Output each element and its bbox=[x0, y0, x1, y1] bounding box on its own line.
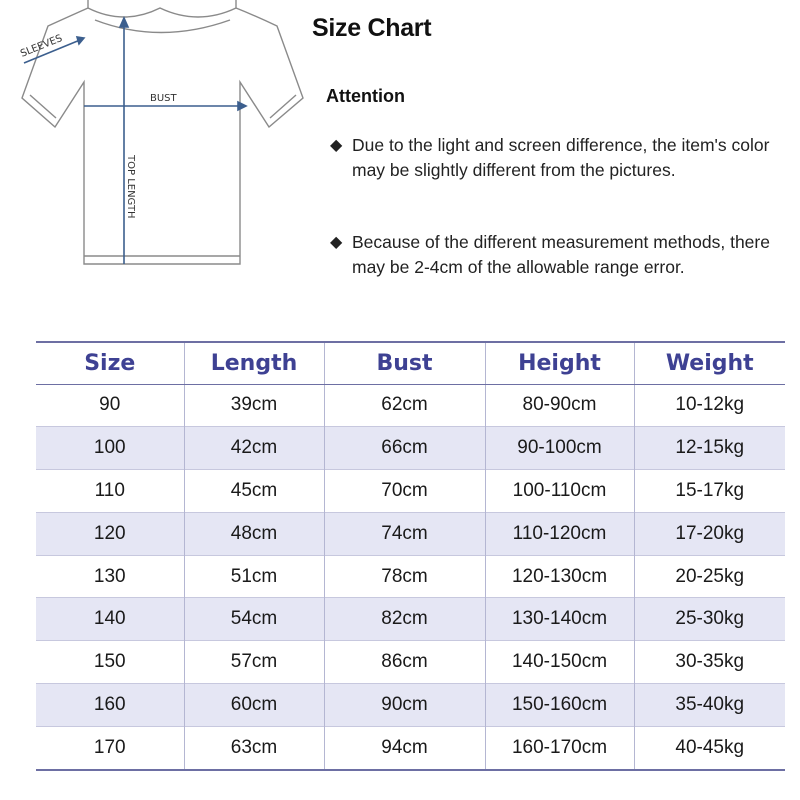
diamond-bullet-icon: ◆ bbox=[330, 137, 343, 154]
cell-bust: 66cm bbox=[324, 427, 485, 470]
cell-length: 45cm bbox=[184, 470, 324, 513]
tshirt-measurement-diagram bbox=[0, 0, 310, 290]
cell-length: 60cm bbox=[184, 683, 324, 726]
cell-bust: 78cm bbox=[324, 555, 485, 598]
cell-size: 110 bbox=[36, 470, 184, 513]
cell-height: 100-110cm bbox=[485, 470, 634, 513]
cell-length: 54cm bbox=[184, 598, 324, 641]
cell-size: 100 bbox=[36, 427, 184, 470]
cell-height: 90-100cm bbox=[485, 427, 634, 470]
cell-bust: 90cm bbox=[324, 683, 485, 726]
cell-weight: 30-35kg bbox=[634, 641, 785, 684]
cell-weight: 15-17kg bbox=[634, 470, 785, 513]
attention-heading: Attention bbox=[326, 86, 405, 106]
cell-size: 170 bbox=[36, 726, 184, 770]
cell-weight: 35-40kg bbox=[634, 683, 785, 726]
table-row bbox=[36, 598, 785, 641]
cell-length: 57cm bbox=[184, 641, 324, 684]
cell-height: 110-120cm bbox=[485, 512, 634, 555]
column-header-bust: Bust bbox=[324, 342, 485, 384]
cell-bust: 62cm bbox=[324, 384, 485, 427]
cell-size: 90 bbox=[99, 394, 121, 416]
cell-size: 150 bbox=[36, 641, 184, 684]
table-row bbox=[36, 555, 785, 598]
attention-note bbox=[330, 133, 795, 183]
bust-label: BUST bbox=[150, 93, 177, 104]
column-header-height: Height bbox=[485, 342, 634, 384]
cell-size: 130 bbox=[36, 555, 184, 598]
top-length-label: TOP LENGTH bbox=[125, 155, 136, 219]
cell-bust: 82cm bbox=[324, 598, 485, 641]
cell-size: 120 bbox=[36, 512, 184, 555]
cell-weight: 25-30kg bbox=[634, 598, 785, 641]
table-row bbox=[36, 512, 785, 555]
diamond-bullet-icon: ◆ bbox=[330, 234, 343, 251]
cell-size: 160 bbox=[36, 683, 184, 726]
cell-length: 51cm bbox=[184, 555, 324, 598]
cell-length: 48cm bbox=[184, 512, 324, 555]
attention-note-text: Due to the light and screen difference, the item's color may be slightly different from the pictures. bbox=[352, 135, 770, 180]
cell-height: 160-170cm bbox=[485, 726, 634, 770]
page-title: Size Chart bbox=[312, 14, 432, 42]
sleeves-label: SLEEVES bbox=[19, 33, 64, 60]
cell-bust: 86cm bbox=[324, 641, 485, 684]
cell-height: 150-160cm bbox=[485, 683, 634, 726]
column-header-size: Size bbox=[36, 342, 184, 384]
cell-height: 80-90cm bbox=[485, 384, 634, 427]
attention-note bbox=[330, 230, 795, 280]
cell-height: 140-150cm bbox=[485, 641, 634, 684]
cell-height: 130-140cm bbox=[485, 598, 634, 641]
cell-length: 63cm bbox=[184, 726, 324, 770]
cell-length: 39cm bbox=[184, 384, 324, 427]
cell-weight: 40-45kg bbox=[634, 726, 785, 770]
cell-bust: 70cm bbox=[324, 470, 485, 513]
cell-bust: 74cm bbox=[324, 512, 485, 555]
column-header-length: Length bbox=[184, 342, 324, 384]
cell-bust: 94cm bbox=[324, 726, 485, 770]
table-row bbox=[36, 683, 785, 726]
size-table bbox=[36, 341, 785, 771]
cell-length: 42cm bbox=[184, 427, 324, 470]
column-header-weight: Weight bbox=[634, 342, 785, 384]
table-row bbox=[36, 470, 785, 513]
table-header-row bbox=[36, 342, 785, 384]
cell-weight: 12-15kg bbox=[634, 427, 785, 470]
attention-note-text: Because of the different measurement methods, there may be 2-4cm of the allowable range error. bbox=[352, 232, 770, 277]
table-row bbox=[36, 726, 785, 770]
table-row bbox=[36, 384, 785, 427]
cell-weight: 10-12kg bbox=[634, 384, 785, 427]
cell-weight: 20-25kg bbox=[634, 555, 785, 598]
table-row bbox=[36, 427, 785, 470]
cell-size: 140 bbox=[36, 598, 184, 641]
table-row bbox=[36, 641, 785, 684]
cell-weight: 17-20kg bbox=[634, 512, 785, 555]
cell-height: 120-130cm bbox=[485, 555, 634, 598]
